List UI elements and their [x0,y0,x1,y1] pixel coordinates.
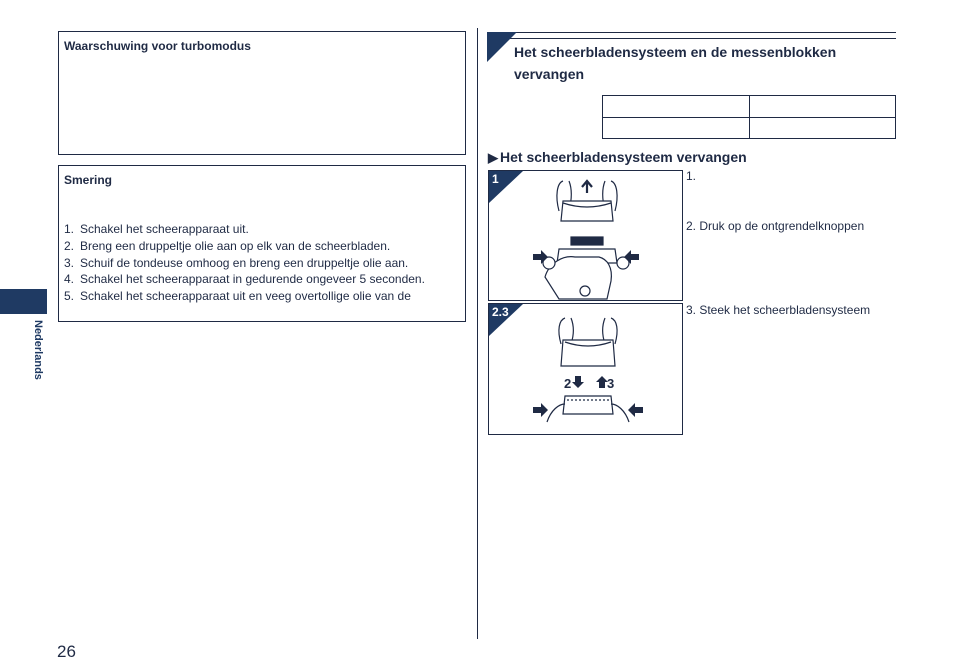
figure-step-2-3 [488,303,683,435]
language-label: Nederlands [32,320,44,380]
marker-3: 3 [607,376,615,391]
page-number: 26 [57,642,76,661]
play-arrow-icon: ▶ [488,150,498,165]
language-tab [0,289,47,314]
replace-step-1: 1. [686,169,697,183]
lubrication-steps [64,221,425,305]
lubrication-step: 4. Schakel het scheerapparaat in gedurende ongeveer 5 seconden. [64,272,425,287]
header-rule [488,38,896,39]
parts-table [602,95,896,139]
figure-step-1 [488,170,683,301]
figure-label: 1 [492,172,499,186]
column-divider [477,28,478,639]
lubrication-step: 2. Breng een druppeltje olie aan op elk van de scheerbladen. [64,238,391,253]
turbo-warning-box [58,31,466,155]
table-cell [603,96,750,118]
section-corner-marker [487,32,517,62]
lubrication-step: 5. Schakel het scheerapparaat uit en veeg overtollige olie van de [64,289,411,304]
section-title: Het scheerbladensysteem en de messenblokken vervangen [514,44,837,82]
replace-step-2: 2. Druk op de ontgrendelknoppen [686,219,865,233]
table-cell [603,117,750,139]
lubrication-step: 1. Schakel het scheerapparaat uit. [64,222,249,236]
table-row [603,96,896,118]
table-cell [749,117,896,139]
subsection-title: ▶ Het scheerbladensysteem vervangen [488,149,747,165]
table-cell [749,96,896,118]
header-rule [488,32,896,33]
lubrication-step: 3. Schuif de tondeuse omhoog en breng een druppeltje olie aan. [64,255,409,270]
replace-step-3: 3. Steek het scheerbladensysteem [686,303,871,317]
lubrication-box [58,165,466,322]
figure-label: 2.3 [492,305,509,319]
marker-2: 2 [564,376,572,391]
lubrication-title: Smering [64,173,113,187]
table-row [603,117,896,139]
turbo-warning-title: Waarschuwing voor turbomodus [64,39,251,53]
